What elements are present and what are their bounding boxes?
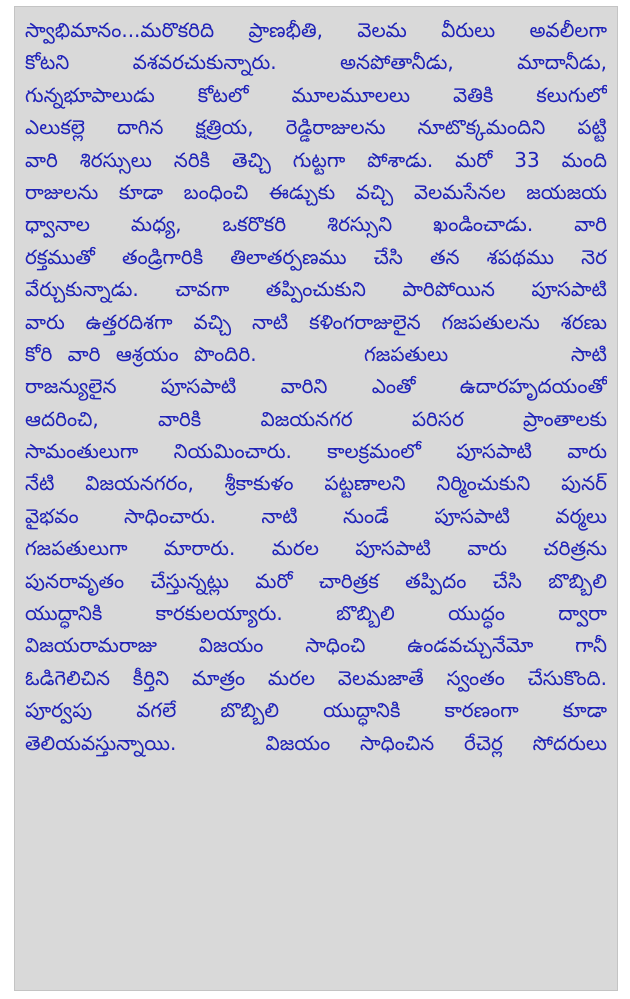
text-line: ఎలుకల్లె దాగిన క్షత్రియ, రెడ్డిరాజులను నూటొక్కమందిని పట్టి [25, 115, 607, 140]
text-line: వైభవం సాధించారు. నాటి నుండే పూసపాటి వర్మలు [25, 503, 607, 528]
text-line: పూర్వపు వగలే బొబ్బిలి యుద్ధానికి కారణంగా కూడా [25, 698, 607, 723]
text-line: ఆదరించి, వారికి విజయనగర పరిసర ప్రాంతాలకు [25, 406, 607, 431]
paragraph [25, 14, 607, 759]
text-line: ఓడిగెలిచిన కీర్తిని మాత్రం మరల వెలమజాతే స్వంతం చేసుకొంది. [25, 665, 607, 690]
text-line: స్వాభిమానం...మరొకరిది ప్రాణభీతి, వెలమ వీరులు అవలీలగా [25, 18, 607, 42]
text-line: రాజులను కూడా బంధించి ఈడ్చుకు వచ్చి వెలమసేనల జయజయ [25, 179, 607, 204]
text-line: కోరి వారి ఆశ్రయం పొందిరి. గజపతులు సాటి [25, 341, 607, 366]
text-line: సామంతులుగా నియమించారు. కాలక్రమంలో పూసపాటి వారు [25, 439, 607, 464]
text-line: కోటని వశవరచుకున్నారు. అనపోతానీడు, మాదానీడు, [25, 50, 607, 75]
text-line: గున్నభూపాలుడు కోటలో మూలమూలలు వెతికి కలుగులో [25, 82, 607, 107]
document-page [14, 6, 618, 991]
text-line: వేర్చుకున్నాడు. చావగా తప్పించుకుని పారిపోయిన పూసపాటి [25, 277, 607, 302]
text-line: వారు ఉత్తరదిశగా వచ్చి నాటి కళింగరాజులైన గజపతులను శరణు [25, 309, 607, 334]
text-line: వారి శిరస్సులు నరికి తెచ్చి గుట్టగా పోశాడు. మరో 33 మంది [25, 147, 607, 172]
text-line: రక్తముతో తండ్రిగారికి తిలాతర్పణము చేసి తన శపథము నెర [25, 244, 607, 269]
text-line: యుద్ధానికి కారకులయ్యారు. బొబ్బిలి యుద్ధం ద్వారా [25, 601, 607, 626]
text-line: తెలియవస్తున్నాయి. విజయం సాధించిన రేచెర్ల సోదరులు [25, 730, 607, 755]
text-line: రాజన్యులైన పూసపాటి వారిని ఎంతో ఉదారహృదయంతో [25, 374, 607, 399]
text-line: ధ్వానాల మధ్య, ఒకరొకరి శిరస్సుని ఖండించాడు. వారి [25, 212, 607, 237]
text-line: విజయరామరాజు విజయం సాధించి ఉండవచ్చునేమో గానీ [25, 633, 607, 658]
text-line: గజపతులుగా మారారు. మరల పూసపాటి వారు చరిత్రను [25, 536, 607, 561]
text-line: నేటి విజయనగరం, శ్రీకాకుళం పట్టణాలని నిర్మించుకుని పునర్ [25, 471, 607, 496]
text-line: పునరావృతం చేస్తున్నట్లు మరో చారిత్రక తప్పిదం చేసి బొబ్బిలి [25, 568, 607, 593]
